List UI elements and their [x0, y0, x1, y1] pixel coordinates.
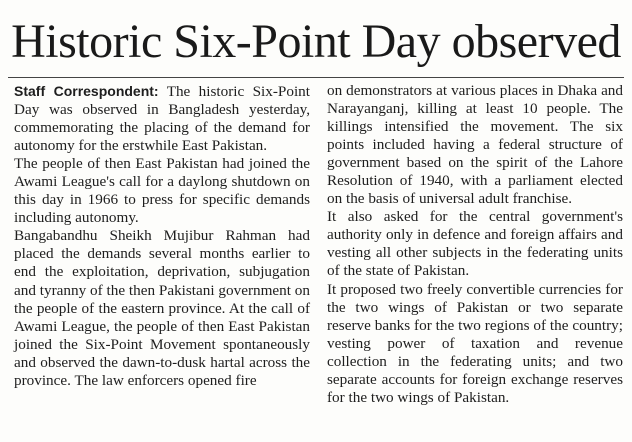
paragraph-1-text: The historic Six-Point Day was observed in Bangladesh yesterday, commemorating the placing of the demand for autonomy for the erstwhile East Pakistan.	[14, 83, 310, 155]
paragraph-4: on demonstrators at various places in Dhaka and Narayanganj, killing at least 10 people. The killings intensified the movement. The six points included having a federal structure of government based on the spirit of the Lahore Resolution of 1940, with a parliament elected on the basis of universal adult franchise.	[327, 82, 623, 208]
headline-rule	[8, 77, 624, 78]
left-column	[14, 82, 310, 390]
paragraph-2: The people of then East Pakistan had joined the Awami League's call for a daylong shutdown on this day in 1966 to press for specific demands including autonomy.	[14, 155, 310, 227]
paragraph-1	[14, 82, 310, 155]
headline: Historic Six-Point Day observed	[11, 15, 621, 68]
paragraph-6: It proposed two freely convertible currencies for the two wings of Pakistan or two separate reserve banks for the two regions of the country; vesting power of taxation and revenue collection in the federating units; and two separate accounts for foreign exchange reserves for the two wings of Pakistan.	[327, 280, 623, 406]
right-column	[327, 82, 623, 407]
byline: Staff Correspondent:	[14, 83, 159, 99]
paragraph-3: Bangabandhu Sheikh Mujibur Rahman had placed the demands several months earlier to end the exploitation, deprivation, subjugation and tyranny of the then Pakistani government on the people of the eastern province. At the call of Awami League, the people of then East Pakistan joined the Six-Point Movement spontaneously and observed the dawn-to-dusk hartal across the province. The law enforcers opened fire	[14, 227, 310, 389]
paragraph-5: It also asked for the central government's authority only in defence and foreign affairs and vesting all other subjects in the federating units of the state of Pakistan.	[327, 208, 623, 280]
